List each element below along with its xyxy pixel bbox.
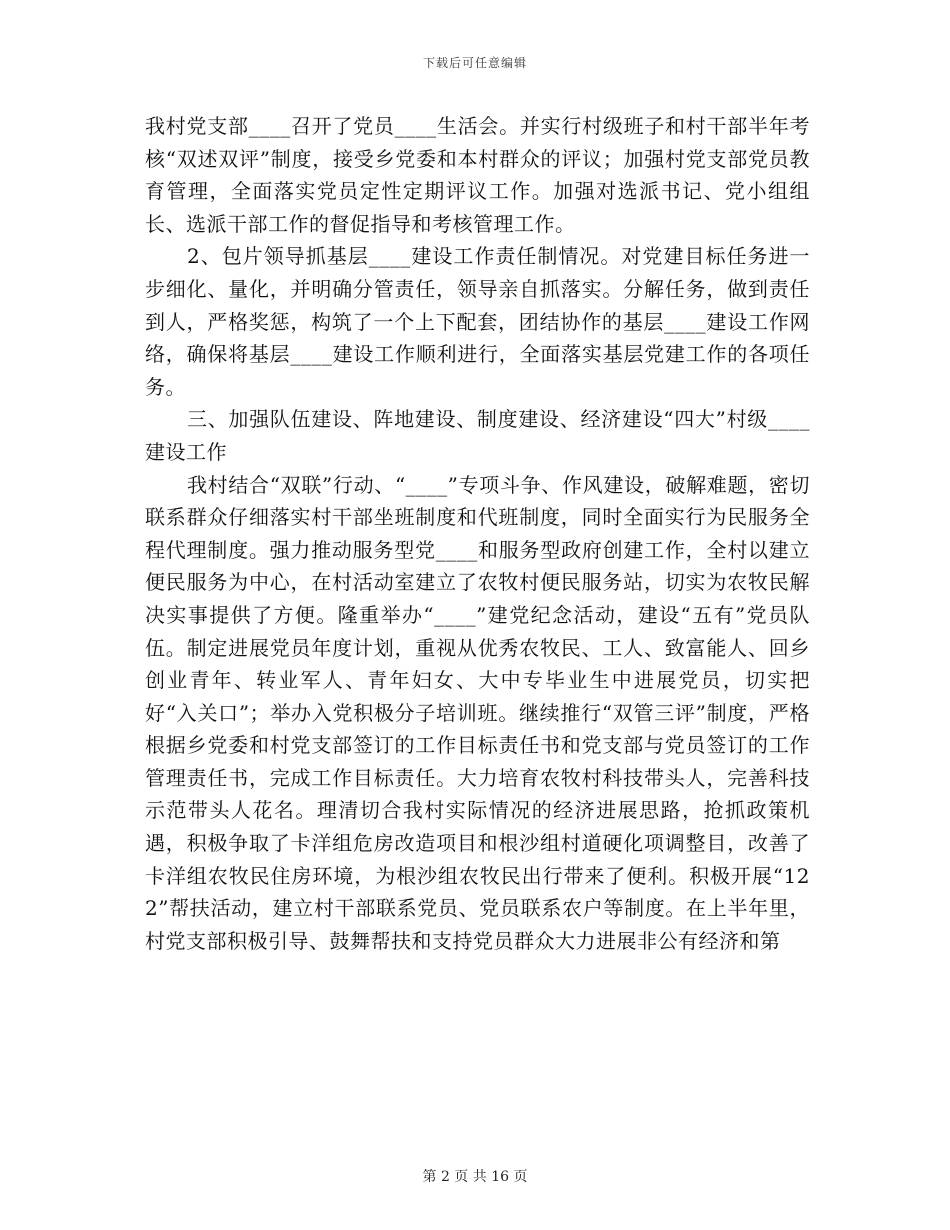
section-heading-four-constructions: 三、加强队伍建设、阵地建设、制度建设、经济建设“四大”村级____建设工作 <box>145 407 810 464</box>
paragraph-party-meeting: 我村党支部____召开了党员____生活会。并实行村级班子和村干部半年考核“双述双评”制度，接受乡党委和本村群众的评议；加强村党支部党员教育管理，全面落实党员定性定期评议工作。加强对选派书记、党小组组长、选派干部工作的督促指导和考核管理工作。 <box>145 114 810 236</box>
page-footer: 第 2 页 共 16 页 <box>422 1169 528 1185</box>
paragraph-leadership-responsibility: 2、包片领导抓基层____建设工作责任制情况。对党建目标任务进一步细化、量化，并明确分管责任，领导亲自抓落实。分解任务，做到责任到人，严格奖惩，构筑了一个上下配套，团结协作的基层____建设工作网络，确保将基层____建设工作顺利进行，全面落实基层党建工作的各项任务。 <box>145 244 810 399</box>
document-body <box>145 110 810 957</box>
paragraph-village-work: 我村结合“双联”行动、“____”专项斗争、作风建设，破解难题，密切联系群众仔细落实村干部坐班制度和代班制度，同时全面实行为民服务全程代理制度。强力推动服务型党____和服务型政府创建工作，全村以建立便民服务为中心，在村活动室建立了农牧村便民服务站，切实为农牧民解决实事提供了方便。隆重举办“____”建党纪念活动，建设“五有”党员队伍。制定进展党员年度计划，重视从优秀农牧民、工人、致富能人、回乡创业青年、转业军人、青年妇女、大中专毕业生中进展党员，切实把好“入关口”；举办入党积极分子培训班。继续推行“双管三评”制度，严格根据乡党委和村党支部签订的工作目标责任书和党支部与党员签订的工作管理责任书，完成工作目标责任。大力培育农牧村科技带头人，完善科技示范带头人花名。理清切合我村实际情况的经济进展思路，抢抓政策机遇，积极争取了卡洋组危房改造项目和根沙组村道硬化项调整目，改善了卡洋组农牧民住房环境，为根沙组农牧民出行带来了便利。积极开展“122”帮扶活动，建立村干部联系党员、党员联系农户等制度。在上半年里，村党支部积极引导、鼓舞帮扶和支持党员群众大力进展非公有经济和第 <box>145 472 810 953</box>
page-header: 下载后可任意编辑 <box>422 56 527 70</box>
